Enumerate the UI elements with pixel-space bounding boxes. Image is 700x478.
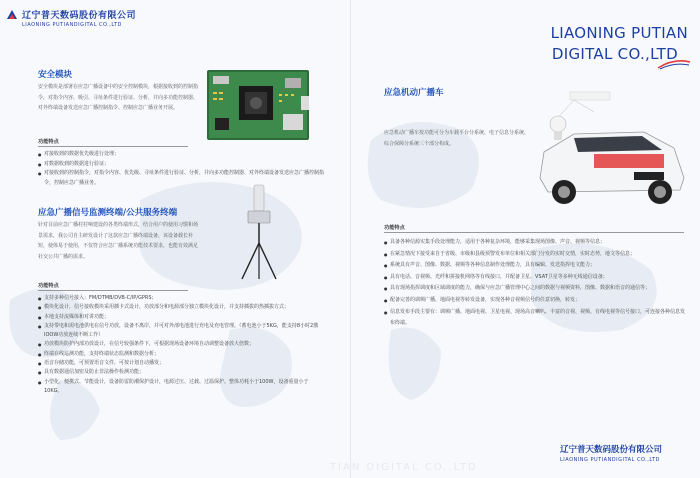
footer-company-name-en: LIAONING PUTIANDIGITAL CO.,LTD [560, 457, 660, 463]
security-title: 安全模块 [38, 70, 73, 80]
security-features-label: 功能特点 [38, 139, 59, 145]
broadcast-vehicle-image [534, 82, 690, 212]
terminal-tripod-image [238, 183, 280, 281]
list-item: ● 本地支持流媒体和对讲功能； [38, 313, 320, 322]
terminal-features-list [38, 294, 320, 396]
security-features-list [38, 150, 328, 188]
list-item: ● 语音存储功能，可预置语音文件，可按计划自动播发； [38, 359, 320, 368]
list-item: ● 配备完善的调频广播，地面电视等转发设备，实现各种音视频信号的任意切换，转发； [384, 295, 686, 307]
list-item: ● 小型化、便携式、节能设计，设备防雷防潮保护设计，电源过压、过载、过温保护。整体功耗小于100W，设备重量小于10KG。 [38, 378, 320, 397]
company-name-cn: 辽宁普天数码股份有限公司 [22, 11, 137, 21]
list-item: ● 支持带电和需电池供电在信号功放，设备不离岸，并可对外部电池进行充电及充电管理。（蓄电池小于5KG，能支持8小时2激IOOW功放连续不断工作） [38, 322, 320, 341]
vehicle-body: 应急机动广播车按功能可分为车载平台分系统、电子信息分系统、综合保障分系统三个部分构成。 [384, 130, 530, 147]
divider [38, 290, 188, 291]
footer-company-name-cn: 辽宁普天数码股份有限公司 [560, 445, 663, 455]
terminal-features-label: 功能特点 [38, 283, 59, 289]
security-module-board-image [205, 68, 311, 142]
divider [384, 232, 684, 233]
vehicle-title: 应急机动广播车 [384, 88, 444, 98]
list-item: ● 具备各种信源实集手段处理能力，适用于各种复杂环境，能够采集现场图像、声音、视频等信息； [384, 237, 686, 249]
company-name-en: LIAONING PUTIANDIGITAL CO.,LTD [22, 22, 122, 28]
list-item: ● 对接收到的数据优先级进行处理； [38, 150, 328, 160]
logo-mark-icon [6, 9, 18, 21]
list-item: ● 终端在线巡测功能，支持终端状态监测和数据分析； [38, 350, 320, 359]
list-item: ● 具有数据通信加密及防止非法操作检测功能； [38, 368, 320, 377]
list-item: ● 在紧急情况下接受来自于省级、市级和县级预警发布单位和相关部门分发的实时交情，实时态势，地文等信息； [384, 249, 686, 261]
security-body: 安全模块是部署在应急广播设备中的安全控制模块，根据接收到的控制指令，对指令内容、吸引、寻址条件进行验证、分析，并向多功能控制器、对外终端设备发送应急广播控制指令、控制应急广播业务开展。 [38, 84, 199, 111]
list-item: ● 具有电话、音视频、光纤和拼接机网络等有线接口，并配备卫星、VSAT卫星等多种无线通信设备； [384, 272, 686, 284]
brand-title-line2: DIGITAL CO.,LTD [551, 45, 678, 63]
vehicle-features-label: 功能特点 [384, 225, 405, 231]
list-item: ● 系统具有声音、图像、数据、视频等各种信息制作处理能力，具有编辑、发送指挥电文能力； [384, 260, 686, 272]
list-item: ● 支持多种信号接入：FM/DTMB/DVB-C/IP/GPRS； [38, 294, 320, 303]
brand-swoosh-icon [656, 56, 692, 70]
brand-title-line1: LIAONING PUTIAN [550, 24, 688, 42]
footer-logo [560, 443, 662, 463]
divider [38, 146, 188, 147]
terminal-body: 针对目前应急广播村村响建设的各类终端形式，结合用户的使用习惯和场景需求，我公司自主研发设计了这款应急广播终端设备，该设备载长补短，使体易于使用，不仅符合应急广播系统功能技术要求，也能有效满足社交公共广播的需求。 [38, 222, 199, 260]
list-item: ● 对数据收到的数据进行验证； [38, 160, 328, 170]
list-item: ● 模块化设计，信号接收模块采用插卡式设计，功放部分和电源部分独立模块化设计，并支持插拔的热插拔方式； [38, 303, 320, 312]
terminal-title: 应急广播信号监测终端/公共服务终端 [38, 208, 178, 218]
footer-watermark-text: TIAN DIGITAL CO.,LTD [330, 462, 478, 473]
right-page [350, 0, 700, 478]
list-item: ● 对接收到的控制指令，对指令内容、优先级、寻址条件进行验证、分析，并向多功能控制器、对外终端设备发送应急广播控制指令，控制应急广播业务。 [38, 169, 328, 188]
list-item: ● 具有现场指挥调度和区域调度的能力，确保与应急广播管理中心之间的数据与视频资料，图像、数据和语音的通信等； [384, 283, 686, 295]
vehicle-features-list [384, 237, 686, 330]
company-logo [6, 8, 136, 21]
list-item: ● 信息发布手段主要有：调频广播、地面电视、卫星电视、现场高音喇叭、丰富的音视、视频、有线电视等信号接口，可连接各种信息发布终端。 [384, 307, 686, 330]
list-item: ● 功放模块防护内部功放设计，在信号较强条件下，可根据现场设备环境自动调整设备放大倍数； [38, 340, 320, 349]
